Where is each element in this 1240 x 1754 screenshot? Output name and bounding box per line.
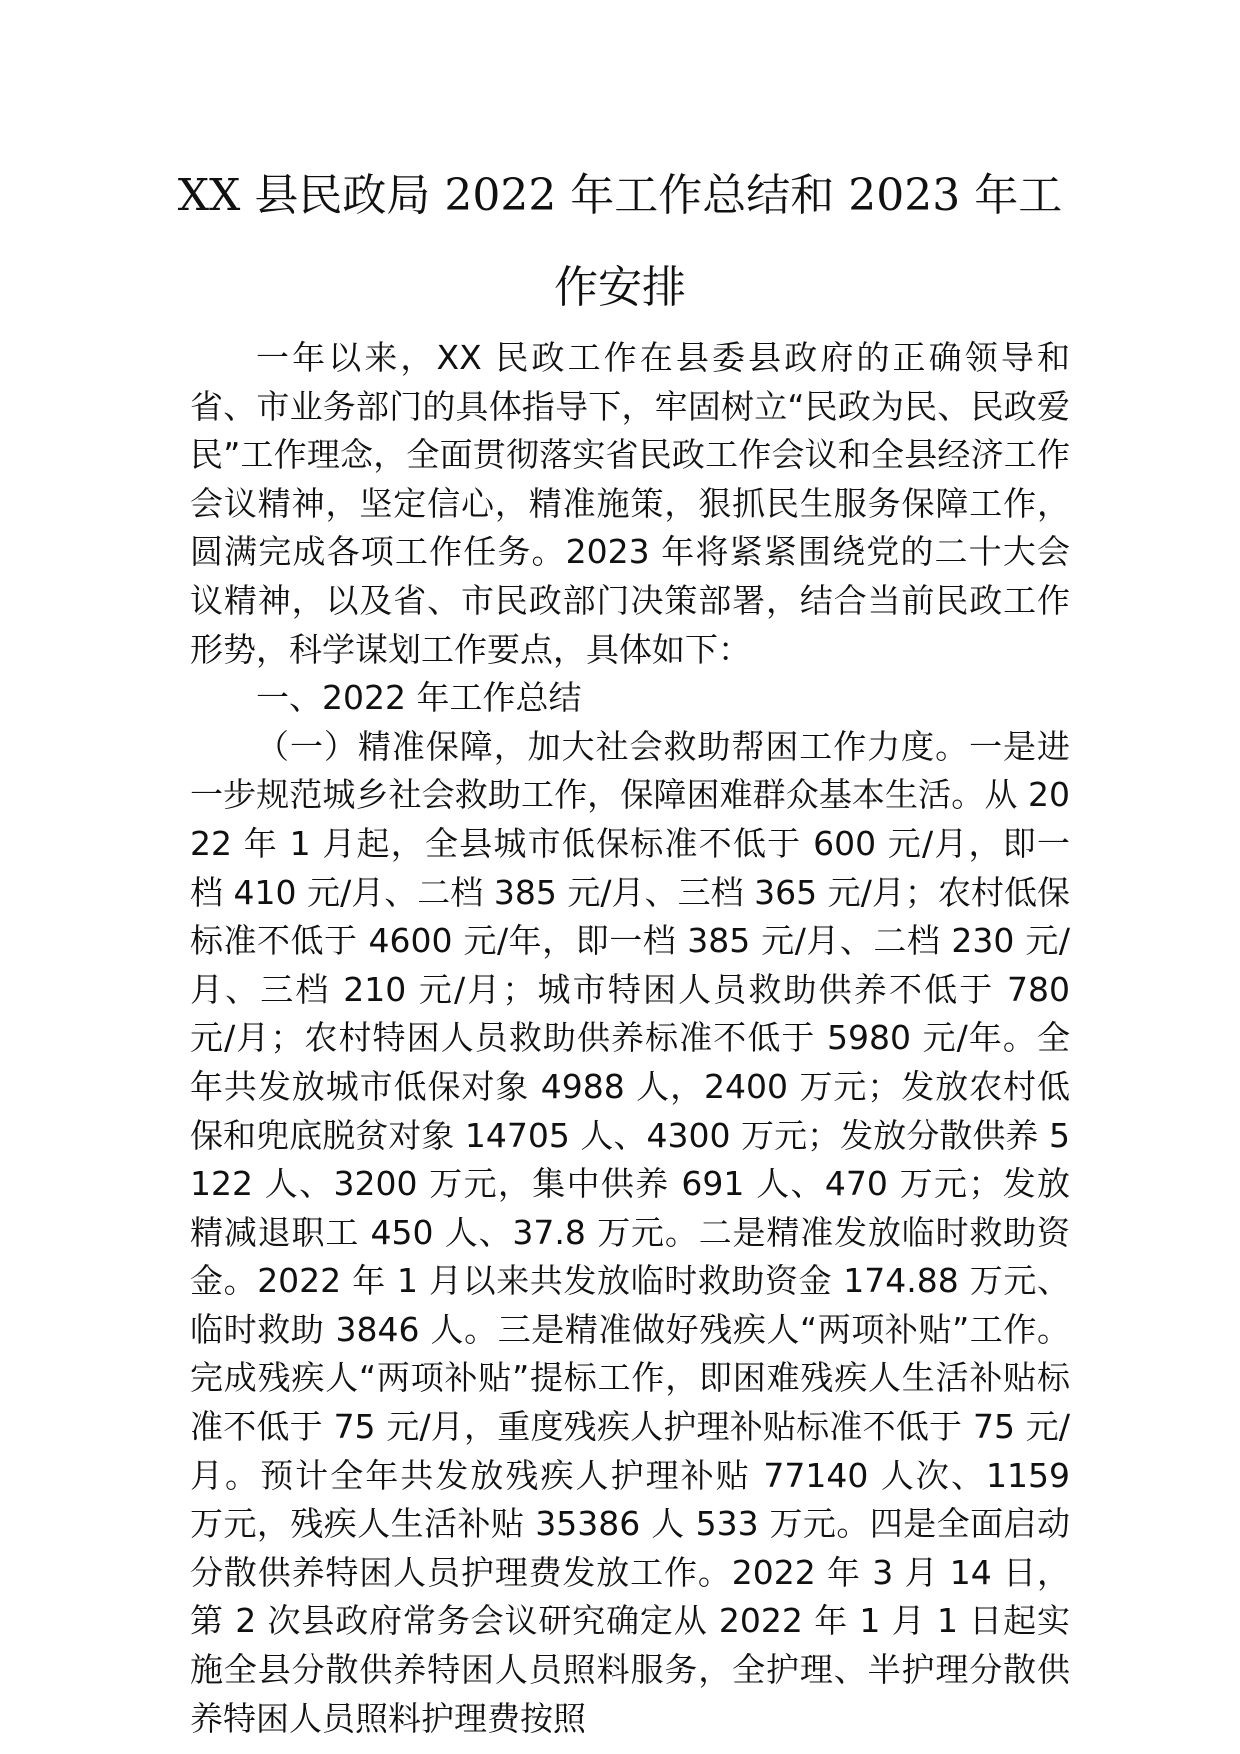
section-paragraph: （一）精准保障，加大社会救助帮困工作力度。一是进一步规范城乡社会救助工作，保障困难群众基本生活。从 2022 年 1 月起，全县城市低保标准不低于 600 元/月，即一档 410 元/月、二档 385 元/月、三档 365 元/月；农村低保标准不低于 4600 元/年，即一档 385 元/月、二档 230 元/月、三档 210 元/月；城市特困人员救助供养不低于 780 元/月；农村特困人员救助供养标准不低于 5980 元/年。全年共发放城市低保对象 4988 人，2400 万元；发放农村低保和兜底脱贫对象 14705 人、4300 万元；发放分散供养 5122 人、3200 万元，集中供养 691 人、470 万元；发放精减退职工 450 人、37.8 万元。二是精准发放临时救助资金。2022 年 1 月以来共发放临时救助资金 174.88 万元、临时救助 3846 人。三是精准做好残疾人“两项补贴”工作。完成残疾人“两项补贴”提标工作，即困难残疾人生活补贴标准不低于 75 元/月，重度残疾人护理补贴标准不低于 75 元/月。预计全年共发放残疾人护理补贴 77140 人次、1159 万元，残疾人生活补贴 35386 人 533 万元。四是全面启动分散供养特困人员护理费发放工作。2022 年 3 月 14 日，第 2 次县政府常务会议研究确定从 2022 年 1 月 1 日起实施全县分散供养特困人员照料服务，全护理、半护理分散供养特困人员照料护理费按照 <box>190 726 1070 1738</box>
intro-paragraph: 一年以来，XX 民政工作在县委县政府的正确领导和省、市业务部门的具体指导下，牢固树立“民政为民、民政爱民”工作理念，全面贯彻落实省民政工作会议和全县经济工作会议精神，坚定信心，精准施策，狠抓民生服务保障工作，圆满完成各项工作任务。2023 年将紧紧围绕党的二十大会议精神，以及省、市民政部门决策部署，结合当前民政工作形势，科学谋划工作要点，具体如下： <box>190 338 1070 669</box>
document-body <box>190 334 1070 1743</box>
title-line-1: XX 县民政局 2022 年工作总结和 2023 年工 <box>177 170 1063 221</box>
title-line-2: 作安排 <box>554 262 686 313</box>
section-heading: 一、2022 年工作总结 <box>256 678 582 718</box>
document-title <box>150 150 1090 334</box>
